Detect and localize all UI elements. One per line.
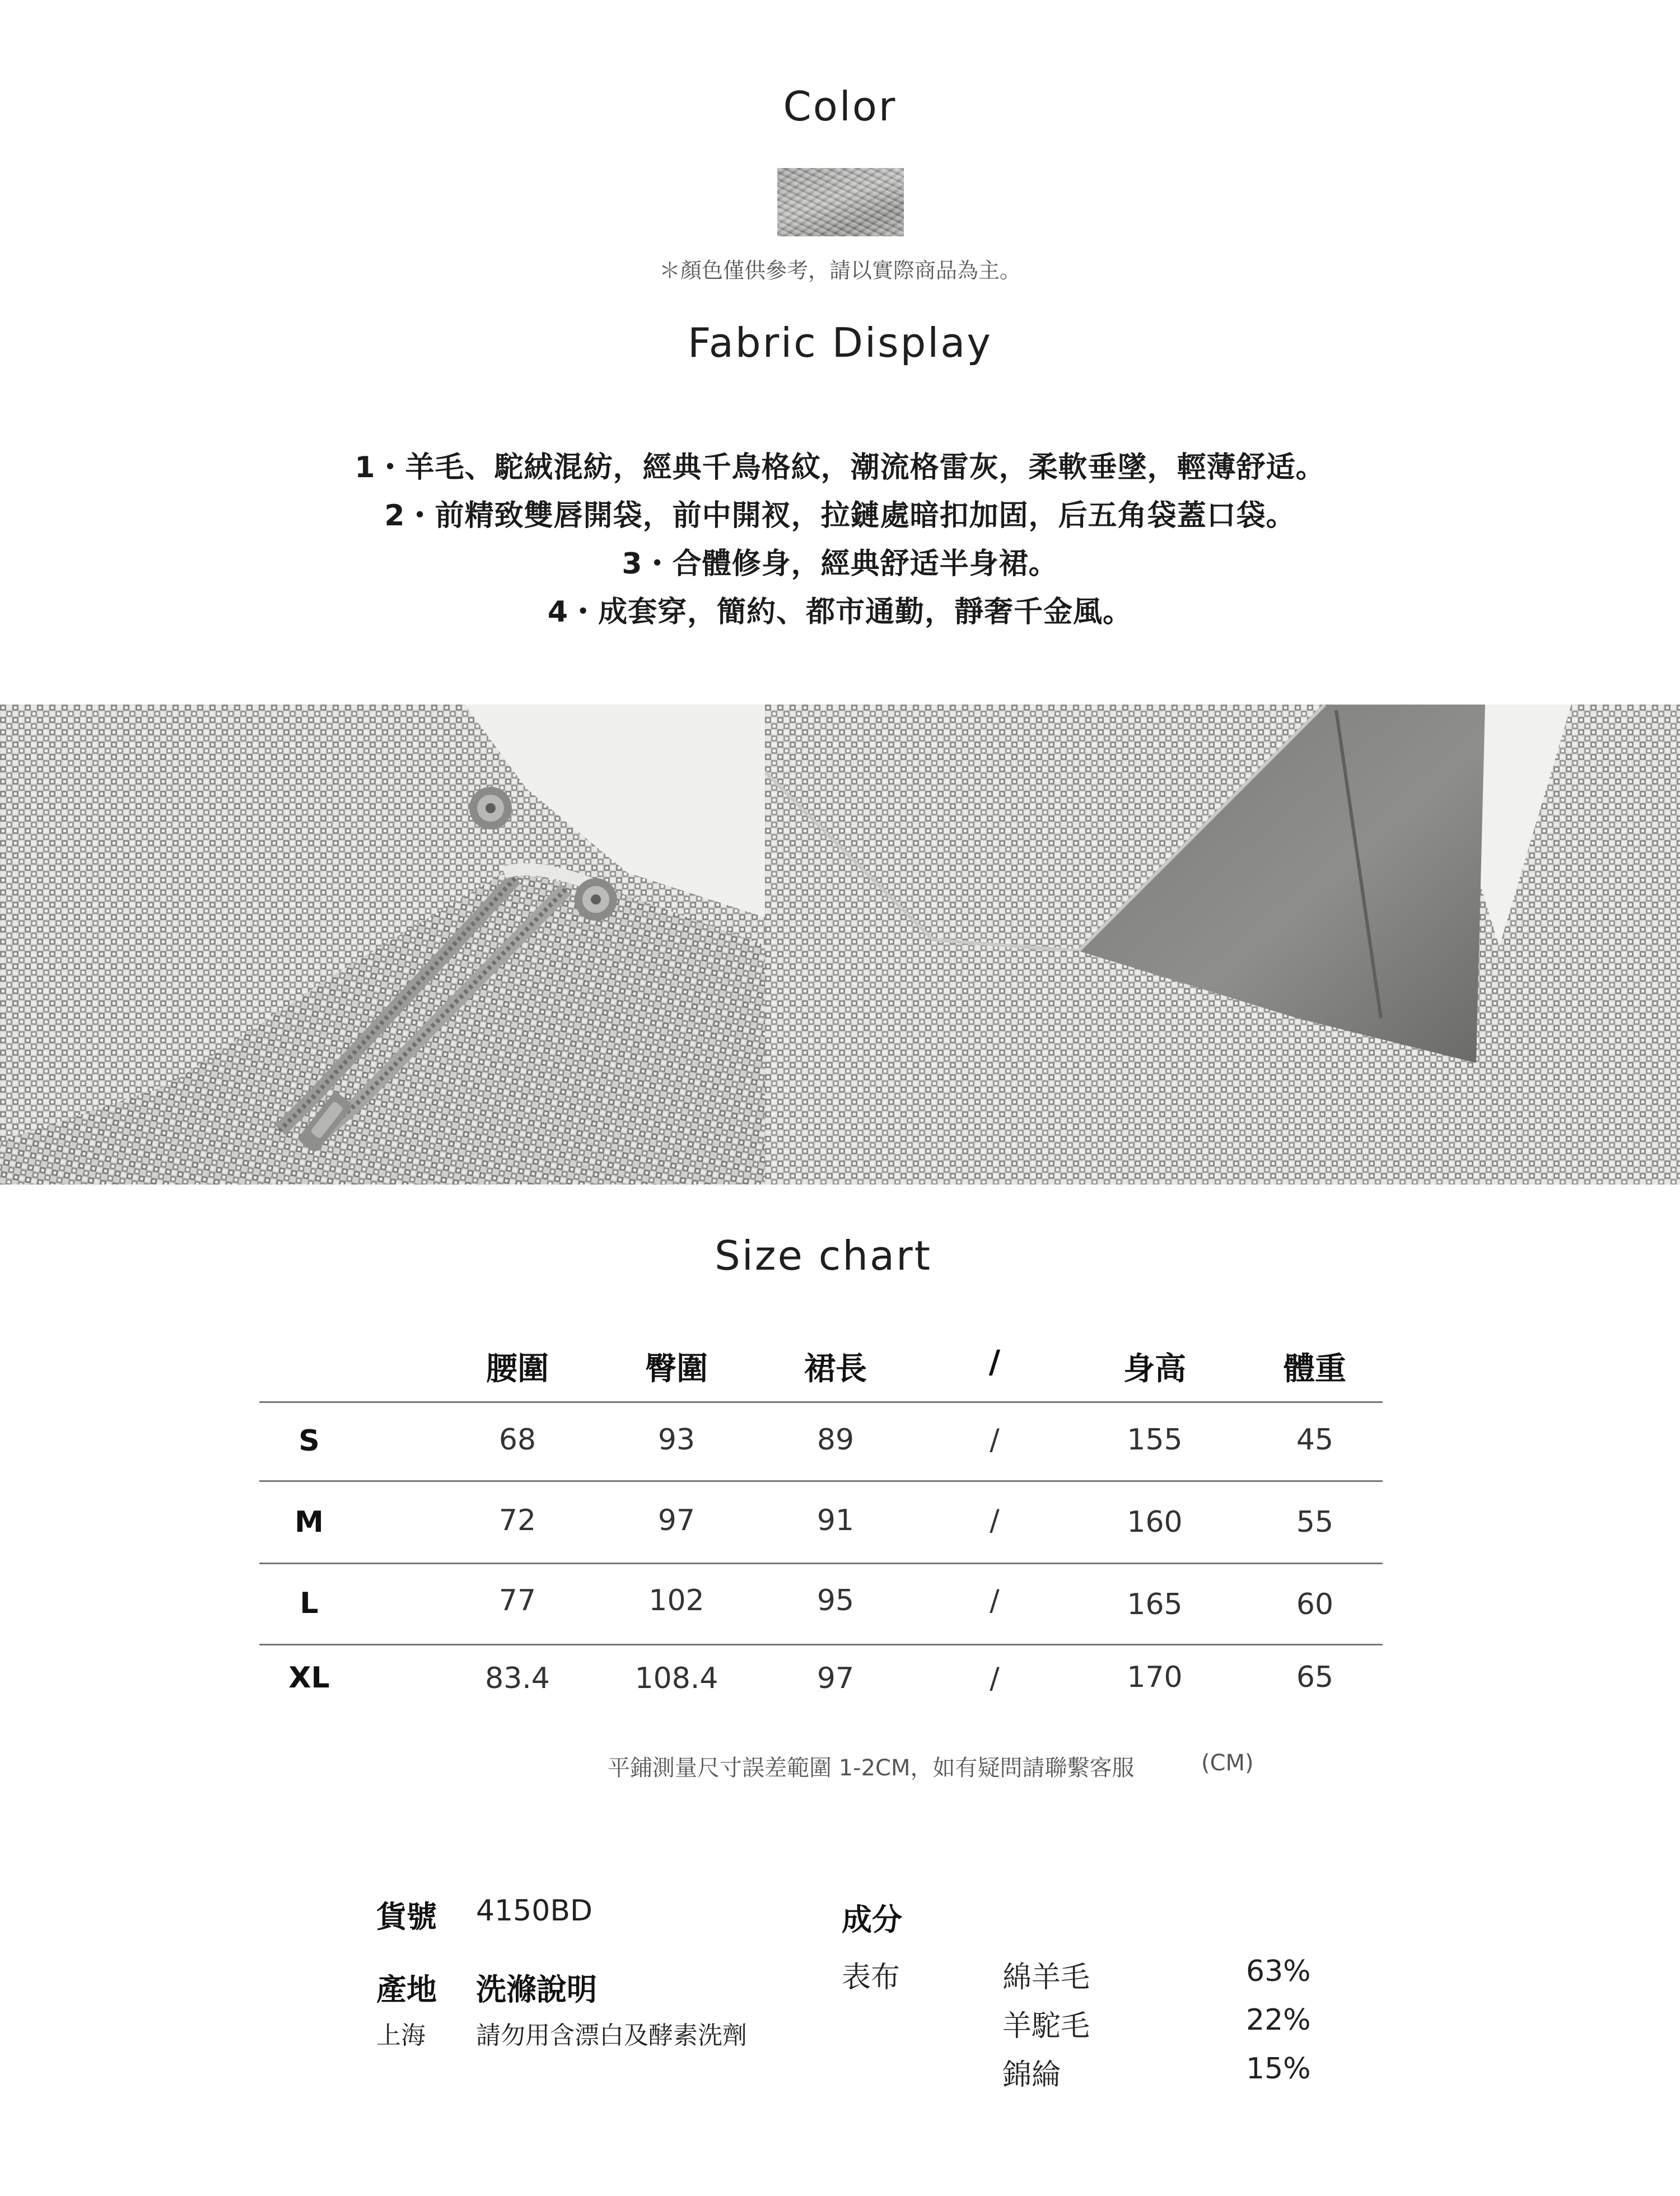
- color-note: ＊顏色僅供參考，請以實際商品為主。: [659, 258, 1021, 283]
- composition-label: 成分: [842, 1902, 902, 1937]
- fabric-title: Fabric Display: [687, 319, 993, 366]
- table-cell: 108.4: [634, 1662, 718, 1695]
- table-cell: 102: [648, 1584, 704, 1617]
- care-label: 洗滌說明: [476, 1972, 597, 2007]
- feature-line-4: 4・成套穿，簡約、都市通勤，靜奢千金風。: [547, 595, 1133, 629]
- origin-value: 上海: [376, 2021, 426, 2050]
- material-percent: 22%: [1246, 2003, 1311, 2037]
- material-percent: 15%: [1246, 2052, 1311, 2086]
- feature-line-1: 1・羊毛、駝絨混紡，經典千鳥格紋，潮流格雷灰，柔軟垂墜，輕薄舒适。: [354, 451, 1326, 484]
- table-cell: /: [990, 1423, 1000, 1457]
- pocket-detail-photo: [765, 705, 1680, 1185]
- table-cell: 65: [1296, 1661, 1334, 1694]
- table-cell: 95: [816, 1584, 855, 1617]
- color-swatch[interactable]: [777, 168, 904, 236]
- feature-line-2: 2・前精致雙唇開袋，前中開衩，拉鏈處暗扣加固，后五角袋蓋口袋。: [384, 499, 1296, 533]
- header-waist: 腰圍: [486, 1351, 549, 1387]
- table-cell: 97: [657, 1504, 696, 1537]
- table-cell: 60: [1296, 1588, 1334, 1621]
- origin-label: 產地: [376, 1972, 437, 2007]
- zipper-detail-photo: [0, 705, 765, 1185]
- header-height: 身高: [1123, 1351, 1186, 1387]
- table-cell: 45: [1296, 1423, 1334, 1457]
- table-cell: 89: [816, 1423, 855, 1457]
- material-name: 羊駝毛: [1002, 2009, 1090, 2043]
- size-label: XL: [288, 1661, 330, 1695]
- table-rule: [259, 1563, 1383, 1564]
- material-name: 錦綸: [1002, 2058, 1061, 2092]
- table-cell: /: [990, 1662, 1000, 1695]
- header-hip: 臀圍: [645, 1351, 708, 1387]
- table-cell: 97: [816, 1662, 855, 1695]
- table-cell: 155: [1127, 1423, 1183, 1457]
- table-cell: 55: [1296, 1505, 1334, 1539]
- item-number-label: 貨號: [376, 1899, 437, 1934]
- fabric-label: 表布: [842, 1961, 900, 1994]
- size-label: M: [295, 1505, 324, 1539]
- material-name: 綿羊毛: [1002, 1961, 1090, 1994]
- table-cell: 160: [1127, 1505, 1183, 1539]
- feature-line-3: 3・合體修身，經典舒适半身裙。: [622, 547, 1058, 581]
- table-rule: [259, 1480, 1383, 1482]
- size-chart-title: Size chart: [715, 1232, 932, 1279]
- table-cell: 68: [498, 1423, 536, 1457]
- header-separator: /: [988, 1344, 1001, 1381]
- table-cell: 77: [498, 1584, 536, 1617]
- color-title: Color: [783, 83, 897, 130]
- table-rule: [259, 1401, 1383, 1403]
- table-cell: /: [990, 1504, 1000, 1537]
- table-rule: [259, 1644, 1383, 1645]
- header-weight: 體重: [1284, 1351, 1346, 1387]
- size-chart-note: 平鋪測量尺寸誤差範圍 1-2CM，如有疑問請聯繫客服: [608, 1755, 1135, 1781]
- table-cell: 93: [657, 1423, 696, 1457]
- item-number: 4150BD: [476, 1894, 593, 1928]
- size-label: L: [300, 1587, 319, 1620]
- size-chart-unit: (CM): [1201, 1750, 1254, 1776]
- header-skirt-length: 裙長: [804, 1351, 867, 1387]
- table-cell: 165: [1127, 1588, 1183, 1621]
- table-cell: 170: [1127, 1661, 1183, 1694]
- table-cell: 91: [816, 1504, 855, 1537]
- table-cell: 72: [498, 1504, 536, 1537]
- size-label: S: [298, 1424, 320, 1458]
- table-cell: 83.4: [485, 1662, 550, 1695]
- material-percent: 63%: [1246, 1955, 1311, 1988]
- table-cell: /: [990, 1584, 1000, 1617]
- care-value: 請勿用含漂白及酵素洗劑: [476, 2021, 747, 2050]
